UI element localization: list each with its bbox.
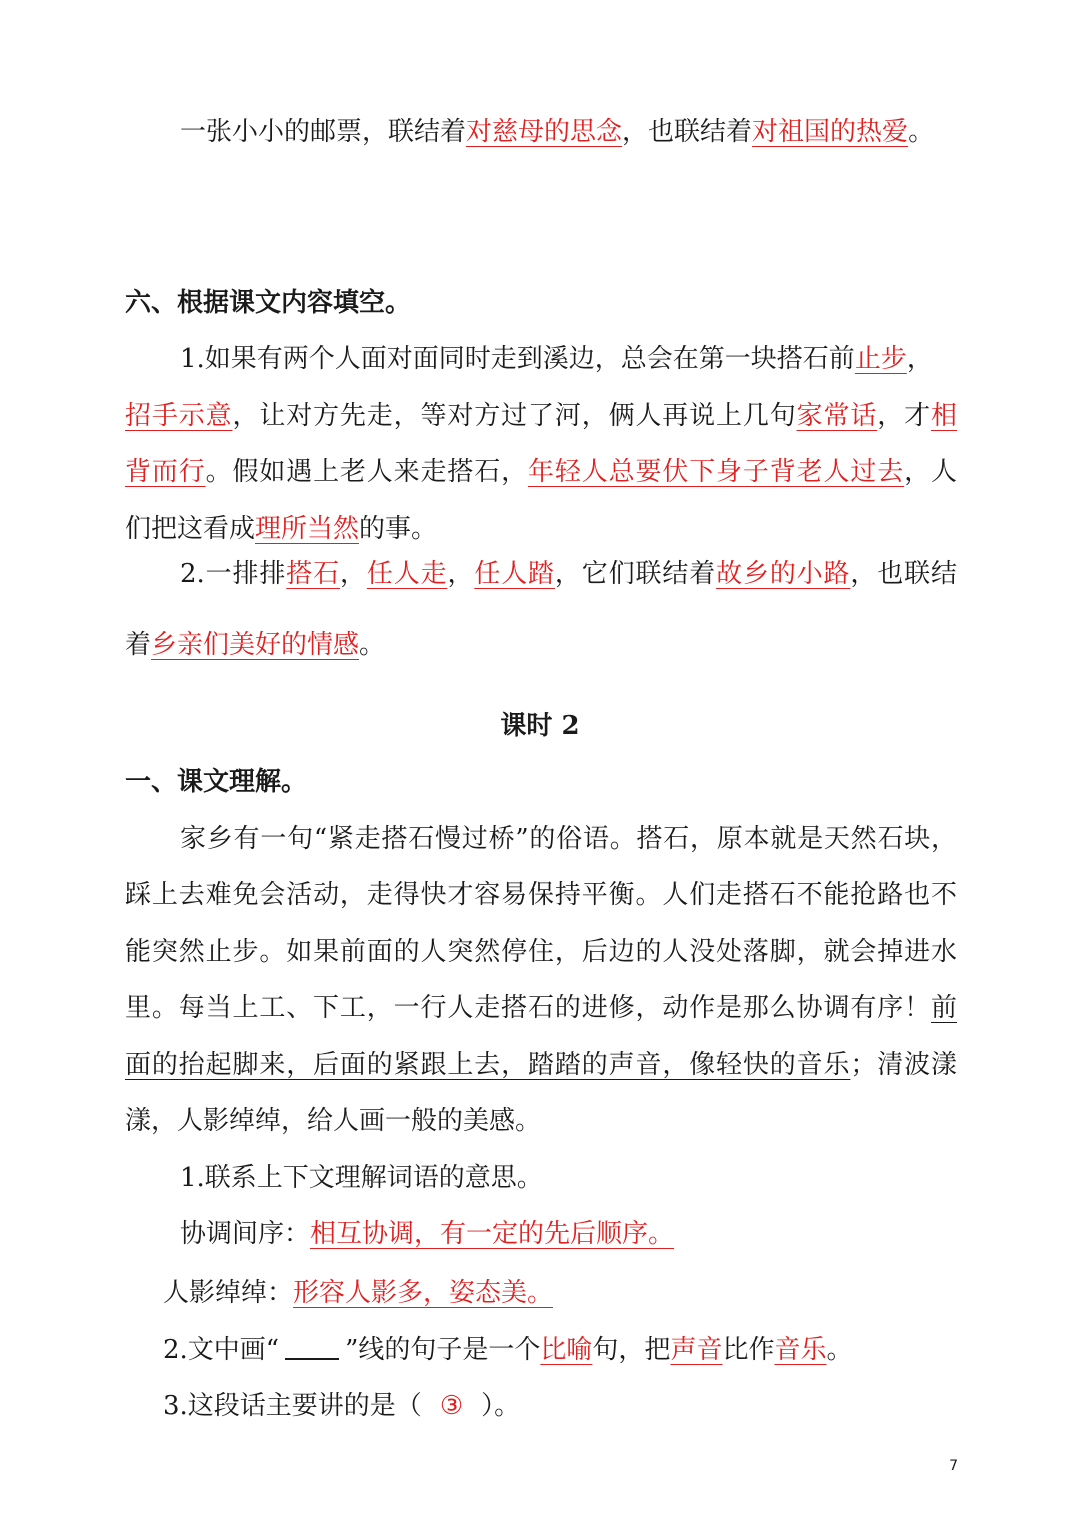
text-segment: ）。 bbox=[481, 1391, 521, 1421]
text-segment: 1.如果有两个人面对面同时走到溪边，总会在第一块搭石前 bbox=[180, 344, 855, 374]
text-segment: 2.文中画“ bbox=[163, 1335, 280, 1365]
underline-sample bbox=[285, 1334, 339, 1360]
answer-blank: 任人走 bbox=[366, 559, 448, 589]
word-label: 人影绰绰： bbox=[163, 1278, 294, 1308]
text-segment: 。 bbox=[359, 630, 386, 660]
text-segment: 句，把 bbox=[592, 1335, 671, 1365]
fill-question-2-line bbox=[180, 554, 957, 594]
answer-blank: 家常话 bbox=[796, 401, 878, 431]
answer-blank: 理所当然 bbox=[255, 514, 360, 544]
question-2 bbox=[163, 1330, 995, 1370]
text-segment: 。 bbox=[826, 1335, 853, 1365]
word-meaning-2 bbox=[163, 1273, 995, 1313]
text-segment: ， bbox=[339, 559, 367, 589]
answer-blank: 招手示意 bbox=[125, 401, 233, 431]
section-heading: 一、课文理解。 bbox=[125, 767, 308, 797]
answer-blank: 相 bbox=[930, 401, 957, 431]
answer-blank: 比喻 bbox=[540, 1335, 593, 1365]
answer-blank: 对慈母的思念 bbox=[466, 117, 623, 147]
answer-blank: 背而行 bbox=[125, 457, 206, 487]
text-segment: ，也联结着 bbox=[622, 117, 753, 147]
answer-blank: 声音 bbox=[670, 1335, 723, 1365]
passage-line: 家乡有一句“紧走搭石慢过桥”的俗语。搭石，原本就是天然石块， bbox=[180, 824, 957, 854]
text-segment: 。 bbox=[908, 117, 935, 147]
text-segment: 的事。 bbox=[359, 514, 438, 544]
fill-question-1-line bbox=[180, 339, 957, 379]
text-segment: ，也联结 bbox=[850, 559, 957, 589]
fill-question-1-line bbox=[125, 452, 957, 492]
underlined-sentence: 面的抬起脚来，后面的紧跟上去，踏踏的声音，像轻快的音乐 bbox=[125, 1050, 851, 1080]
answer-blank: 年轻人总要伏下身子背老人过去 bbox=[528, 457, 905, 487]
text-segment: ，人 bbox=[904, 457, 957, 487]
word-meaning-1 bbox=[180, 1214, 957, 1254]
text-segment: 。假如遇上老人来走搭石， bbox=[205, 457, 528, 487]
fill-question-1-line bbox=[125, 509, 957, 549]
answer-blank: 任人踏 bbox=[474, 559, 555, 589]
text-segment: ，才 bbox=[877, 401, 931, 431]
text-segment: 3.这段话主要讲的是（ bbox=[163, 1391, 422, 1421]
text-segment: 着 bbox=[125, 630, 152, 660]
text-segment: 们把这看成 bbox=[125, 514, 256, 544]
answer-blank: 止步 bbox=[854, 344, 907, 374]
question-3 bbox=[163, 1386, 995, 1426]
word-label: 协调间序： bbox=[180, 1219, 311, 1249]
passage-line bbox=[125, 988, 957, 1028]
passage-line: 漾，人影绰绰，给人画一般的美感。 bbox=[125, 1106, 542, 1136]
text-segment: ；清波漾 bbox=[850, 1050, 957, 1080]
text-segment: 里。每当上工、下工，一行人走搭石的进修，动作是那么协调有序！ bbox=[125, 993, 931, 1023]
passage-line: 踩上去难免会活动，走得快才容易保持平衡。人们走搭石不能抢路也不 bbox=[125, 880, 957, 910]
text-segment: 2.一排排 bbox=[180, 559, 287, 589]
passage-line bbox=[125, 1045, 957, 1085]
stamp-sentence bbox=[180, 112, 957, 152]
text-segment: ”线的句子是一个 bbox=[345, 1335, 541, 1365]
passage-line: 能突然止步。如果前面的人突然停住，后边的人没处落脚，就会掉进水 bbox=[125, 937, 957, 967]
text-segment: 一张小小的邮票，联结着 bbox=[180, 117, 467, 147]
answer-blank: 音乐 bbox=[774, 1335, 827, 1365]
answer-blank: 搭石 bbox=[286, 559, 340, 589]
answer-blank: 相互协调，有一定的先后顺序。 bbox=[310, 1219, 675, 1249]
text-segment: ，它们联结着 bbox=[554, 559, 717, 589]
answer-blank: 形容人影多，姿态美。 bbox=[293, 1278, 554, 1308]
answer-blank: 乡亲们美好的情感 bbox=[151, 630, 360, 660]
fill-question-1-line bbox=[125, 396, 957, 436]
page-number: 7 bbox=[949, 1458, 958, 1474]
answer-blank: 故乡的小路 bbox=[716, 559, 851, 589]
lesson-title: 课时 2 bbox=[500, 711, 580, 741]
text-segment: ， bbox=[906, 344, 933, 374]
text-segment: ，让对方先走，等对方过了河，俩人再说上几句 bbox=[232, 401, 797, 431]
fill-question-2-line bbox=[125, 625, 957, 665]
text-segment: 比作 bbox=[722, 1335, 775, 1365]
text-segment: ， bbox=[447, 559, 475, 589]
question-1: 1.联系上下文理解词语的意思。 bbox=[180, 1163, 543, 1193]
answer-choice: ③ bbox=[439, 1391, 464, 1421]
section-heading: 六、根据课文内容填空。 bbox=[125, 288, 412, 318]
underlined-sentence: 前 bbox=[930, 993, 957, 1023]
answer-blank: 对祖国的热爱 bbox=[752, 117, 909, 147]
